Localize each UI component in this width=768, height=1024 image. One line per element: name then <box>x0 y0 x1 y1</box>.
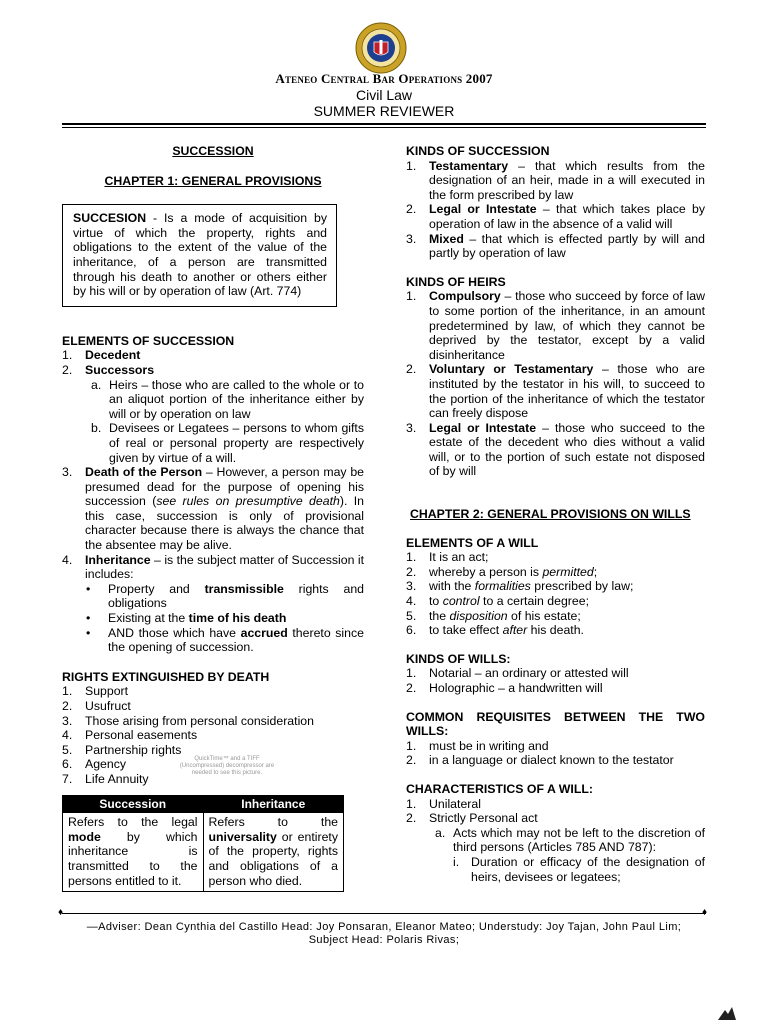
list-item: 3. Legal or Intestate – those who succeed to the estate of the decedent who dies without a valid will, or to the portion of such estate not disposed of by will <box>406 420 705 479</box>
list-item: 5. the disposition of his estate; <box>406 608 581 623</box>
list-item: 4. Personal easements <box>62 728 198 743</box>
list-item: 4. Inheritance – is the subject matter of Succession it includes: <box>62 552 364 582</box>
table-cell: Refers to the legal mode by which inheritance is transmitted to the persons entitled to it. <box>63 813 204 892</box>
list-item: 2. whereby a person is permitted; <box>406 564 598 579</box>
characteristics-heading: CHARACTERISTICS OF A WILL: <box>406 781 593 796</box>
diamond-icon: ♦ <box>702 907 708 918</box>
list-item: 1. It is an act; <box>406 550 489 565</box>
header-rule <box>62 123 706 125</box>
right-column <box>406 144 705 884</box>
elements-will-heading: ELEMENTS OF A WILL <box>406 535 539 550</box>
bullet-item: • AND those which have accrued thereto since the opening of succession. <box>86 625 364 655</box>
ateneo-seal-logo <box>355 22 407 74</box>
chapter-1-heading: CHAPTER 1: GENERAL PROVISIONS <box>104 173 322 188</box>
list-item: 1. Compulsory – those who succeed by force of law to some portion of the inheritance, in an amount predetermined by law, of which they cannot be deprived by the testator, except by a valid disinheritance <box>406 289 705 362</box>
section-title: SUCCESSION <box>172 144 254 158</box>
left-column <box>62 144 364 892</box>
list-item: 3. with the formalities prescribed by law; <box>406 579 634 594</box>
kinds-wills-heading: KINDS OF WILLS: <box>406 651 511 666</box>
organization-heading: Ateneo Central Bar Operations 2007 <box>275 71 493 86</box>
definition-box <box>62 204 337 307</box>
footer-credits-line2: Subject Head: Polaris Rivas; <box>308 934 460 946</box>
subject-heading: Civil Law <box>355 87 412 103</box>
list-item: 2. Successors <box>62 362 155 377</box>
bullet-item: • Existing at the time of his death <box>86 611 287 626</box>
diamond-icon: ♦ <box>58 907 64 918</box>
list-item: 1. Support <box>62 684 129 699</box>
elements-heading: ELEMENTS OF SUCCESSION <box>62 333 235 348</box>
common-requisites-heading: COMMON REQUISITES BETWEEN THE TWO WILLS: <box>406 709 705 739</box>
quicktime-placeholder-note: QuickTime™ and a TIFF (Uncompressed) decompressor are needed to see this picture. <box>179 756 275 777</box>
corner-ornament-icon <box>716 1004 738 1022</box>
kinds-succession-heading: KINDS OF SUCCESSION <box>406 144 550 158</box>
list-item: 1. Decedent <box>62 348 141 363</box>
sub-list-item: b. Devisees or Legatees – persons to whom gifts of real or personal property are respectively given by virtue of a will. <box>91 421 364 465</box>
footer-credits: —Adviser: Dean Cynthia del Castillo Head: Joy Ponsaran, Eleanor Mateo; Understudy: Joy Tajan, John Paul Lim; <box>86 921 682 933</box>
kinds-heirs-heading: KINDS OF HEIRS <box>406 274 506 289</box>
table-header: Inheritance <box>203 795 344 813</box>
list-item: 6. Agency <box>62 757 127 772</box>
chapter-2-heading: CHAPTER 2: GENERAL PROVISIONS ON WILLS <box>410 507 691 522</box>
list-item: 7. Life Annuity <box>62 771 149 786</box>
list-item: 4. to control to a certain degree; <box>406 594 589 609</box>
list-item: 5. Partnership rights <box>62 742 182 757</box>
sub-list-item: a. Acts which may not be left to the discretion of third persons (Articles 785 AND 787): <box>435 825 705 855</box>
definition-term: SUCCESION <box>73 211 147 226</box>
bullet-item: • Property and transmissible rights and obligations <box>86 581 365 611</box>
list-item: 2. Holographic – a handwritten will <box>406 681 603 695</box>
list-item: 2. in a language or dialect known to the testator <box>406 753 674 768</box>
list-item: 3. Death of the Person – However, a person may be presumed dead for the purpose of opening his succession (see rules on presumptive death). In this case, succession is only of provisional character because there is always the chance that the absentee may be alive. <box>62 465 365 553</box>
list-item: 3. Mixed – that which is effected partly by will and partly by operation of law <box>406 231 705 261</box>
header-rule-thin <box>62 127 706 128</box>
list-item: 1. Notarial – an ordinary or attested will <box>406 666 629 681</box>
rights-heading: RIGHTS EXTINGUISHED BY DEATH <box>62 669 270 684</box>
sub-sub-list-item: i. Duration or efficacy of the designation of heirs, devisees or legatees; <box>453 854 705 884</box>
footer-rule <box>62 913 706 914</box>
table-row <box>63 813 344 892</box>
list-item: 2. Legal or Intestate – that which takes place by operation of law in the absence of a valid will <box>406 202 705 231</box>
list-item: 1. Testamentary – that which results from the designation of an heir, made in a will executed in the form prescribed by law <box>406 158 705 202</box>
list-item: 2. Voluntary or Testamentary – those who are instituted by the testator in his will, to succeed to the portion of the inheritance of which the testator can freely dispose <box>406 362 706 421</box>
list-item: 1. must be in writing and <box>406 738 549 753</box>
list-item: 2. Usufruct <box>62 699 131 713</box>
list-item: 6. to take effect after his death. <box>406 623 584 638</box>
table-cell: Refers to the universality or entirety of the property, rights and obligations of a person who died. <box>203 813 344 892</box>
list-item: 2. Strictly Personal act <box>406 811 538 826</box>
reviewer-title: SUMMER REVIEWER <box>313 103 455 119</box>
list-item: 3. Those arising from personal consideration <box>62 713 314 728</box>
list-item: 1. Unilateral <box>406 796 481 811</box>
sub-list-item: a. Heirs – those who are called to the whole or to an aliquot portion of the inheritance either by will or by operation on law <box>91 377 364 421</box>
definition-text: - Is a mode of acquisition by virtue of which the property, rights and obligations to the extent of the value of the inheritance, of a person are transmitted through his death to another or others either by his will or by operation of law (Art. 774) <box>73 211 327 299</box>
comparison-table <box>62 795 344 893</box>
table-header: Succession <box>63 795 204 813</box>
